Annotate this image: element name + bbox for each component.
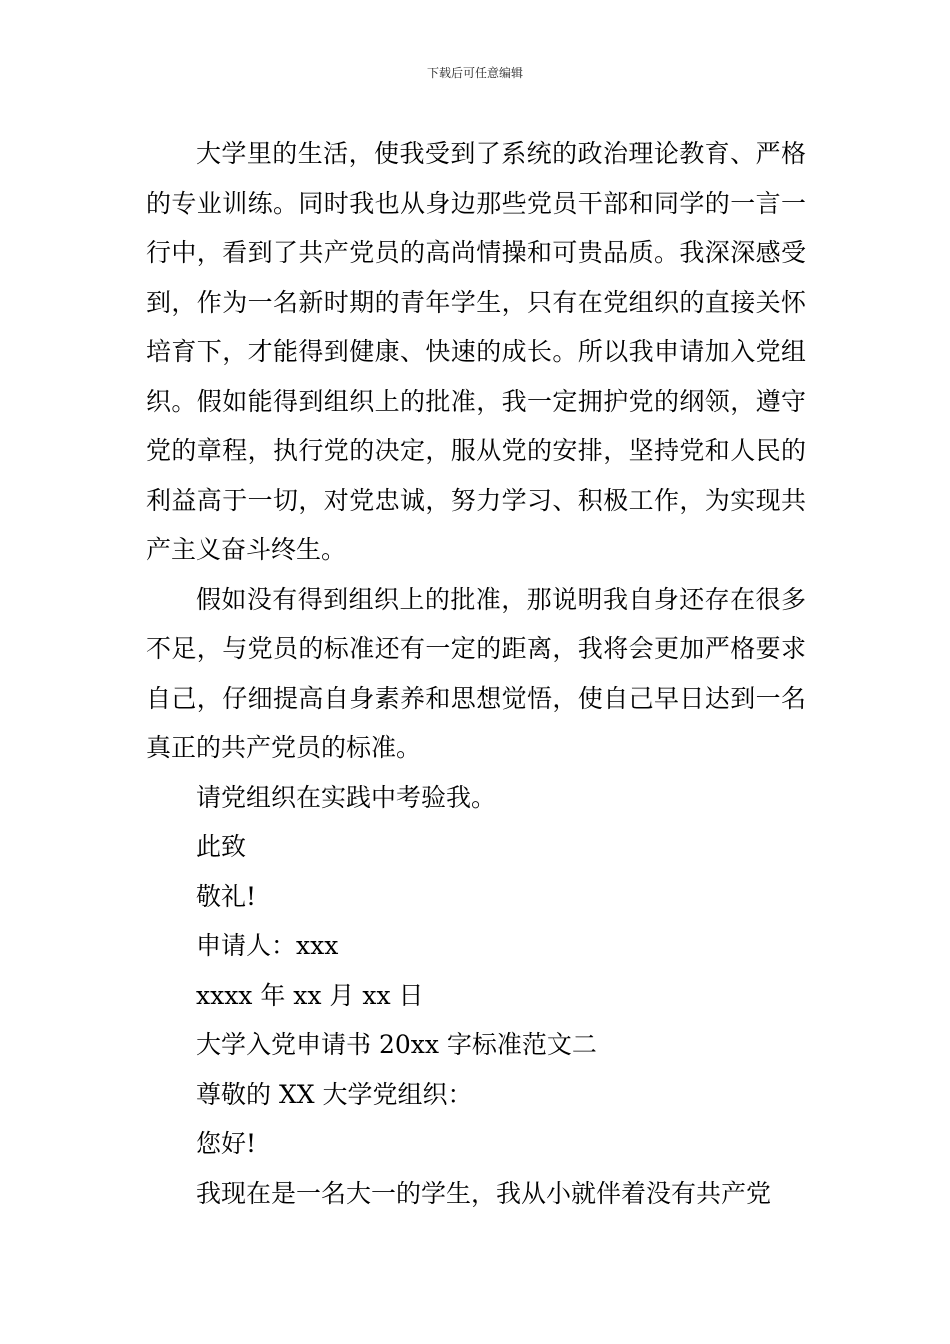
document-body	[146, 129, 806, 1218]
salutation: 尊敬的 XX 大学党组织：	[196, 1079, 473, 1109]
paragraph-test-request: 请党组织在实践中考验我。	[196, 782, 497, 812]
page-header: 下载后可任意编辑	[426, 66, 523, 80]
paragraph-education: 大学里的生活，使我受到了系统的政治理论教育、严格的专业训练。同时我也从身边那些党员干部和同学的一言一行中，看到了共产党员的高尚情操和可贵品质。我深深感受到，作为一名新时期的青年学生，只有在党组织的直接关怀培育下，才能得到健康、快速的成长。所以我申请加入党组织。假如能得到组织上的批准，我一定拥护党的纲领，遵守党的章程，执行党的决定，服从党的安排，坚持党和人民的利益高于一切，对党忠诚，努力学习、积极工作，为实现共产主义奋斗终生。	[146, 139, 806, 564]
closing-jingli: 敬礼!	[196, 881, 257, 911]
closing-cizhi: 此致	[196, 832, 247, 861]
paragraph-introduction: 我现在是一名大一的学生，我从小就伴着没有共产党	[196, 1178, 772, 1208]
applicant-line: 申请人：xxx	[196, 931, 339, 960]
paragraph-not-approved: 假如没有得到组织上的批准，那说明我自身还存在很多不足，与党员的标准还有一定的距离，我将会更加严格要求自己，仔细提高自身素养和思想觉悟，使自己早日达到一名真正的共产党员的标准。	[146, 584, 806, 762]
section-title: 大学入党申请书 20xx 字标准范文二	[196, 1030, 597, 1059]
date-line: xxxx 年 xx 月 xx 日	[196, 980, 424, 1010]
greeting: 您好!	[196, 1129, 257, 1158]
